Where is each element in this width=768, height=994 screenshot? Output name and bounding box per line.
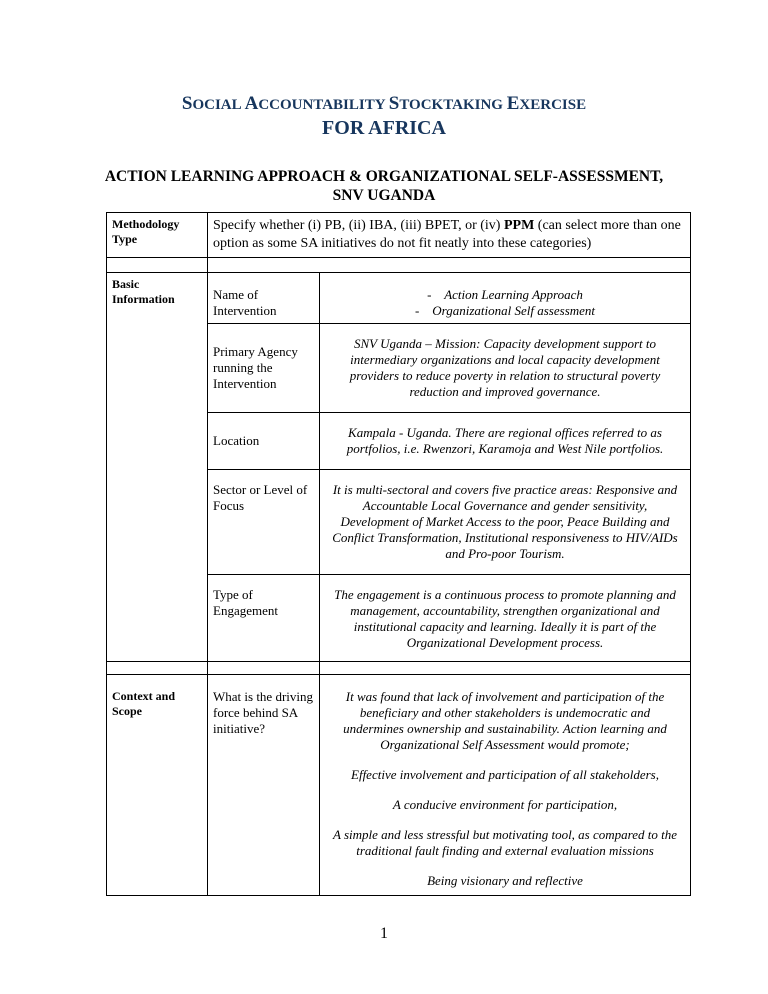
field-value: SNV Uganda – Mission: Capacity development support to intermediary organizations and local capacity development providers to reduce poverty in relation to structural poverty reduction and improved governance. <box>320 324 691 413</box>
context-row <box>107 675 691 896</box>
field-value: - Action Learning Approach - Organizational Self assessment <box>320 273 691 324</box>
title-line-1: SOCIAL ACCOUNTABILITY STOCKTAKING EXERCISE <box>181 93 587 114</box>
field-label: What is the driving force behind SA initiative? <box>208 675 320 896</box>
info-table <box>106 212 691 896</box>
row-label: Methodology Type <box>107 213 208 258</box>
field-value: The engagement is a continuous process to promote planning and management, accountability, strengthen organizational and institutional capacity and learning. Ideally it is part of the Organizational Development process. <box>320 575 691 662</box>
field-label: Type of Engagement <box>208 575 320 662</box>
field-label: Sector or Level of Focus <box>208 470 320 575</box>
subtitle: ACTION LEARNING APPROACH & ORGANIZATIONAL SELF-ASSESSMENT, SNV UGANDA <box>104 168 664 204</box>
field-label: Name of Intervention <box>208 273 320 324</box>
row-label: Context and Scope <box>107 675 208 896</box>
page-number: 1 <box>380 925 388 942</box>
methodology-row <box>107 213 691 258</box>
field-value: It was found that lack of involvement and participation of the beneficiary and other stakeholders is undemocratic and undermines ownership and sustainability. Action learning and Organizational Self Assessment would promote; Effective involvement and participation of all stakeholders, A conducive environment for participation, A simple and less stressful but motivating tool, as compared to the traditional fault finding and external evaluation missions Being visionary and reflective <box>320 675 691 896</box>
title-line-2: FOR AFRICA <box>322 117 446 139</box>
field-value: It is multi-sectoral and covers five practice areas: Responsive and Accountable Local Governance and gender sensitivity, Development of Market Access to the poor, Peace Building and Conflict Transformation, Institutional responsiveness to HIV/AIDs and Pro-poor Tourism. <box>320 470 691 575</box>
field-value: Kampala - Uganda. There are regional offices referred to as portfolios, i.e. Rwenzori, Karamoja and West Nile portfolios. <box>320 413 691 470</box>
field-label: Primary Agency running the Intervention <box>208 324 320 413</box>
methodology-text: Specify whether (i) PB, (ii) IBA, (iii) BPET, or (iv) PPM (can select more than one option as some SA initiatives do not fit neatly into these categories) <box>208 213 691 258</box>
row-label: Basic Information <box>107 273 208 662</box>
table-row <box>107 273 691 324</box>
field-label: Location <box>208 413 320 470</box>
